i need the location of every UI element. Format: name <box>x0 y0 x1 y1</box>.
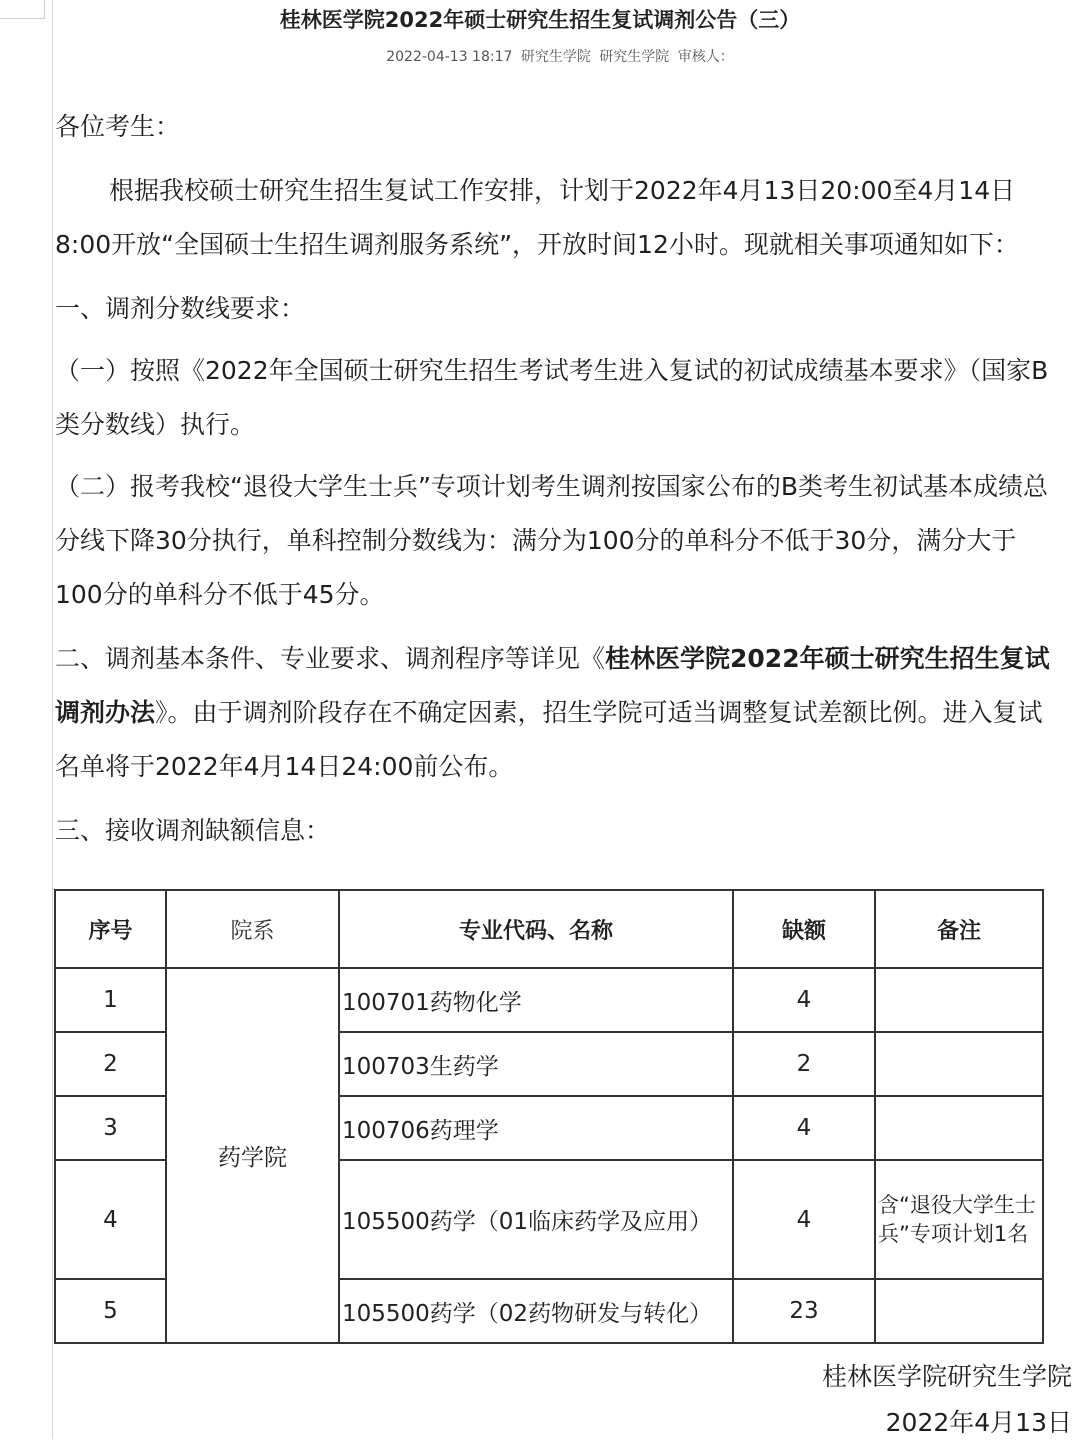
header-department: 院系 <box>166 890 339 968</box>
row-major: 105500药学（02药物研发与转化） <box>339 1279 733 1343</box>
intro-paragraph: 根据我校硕士研究生招生复试工作安排，计划于2022年4月13日20:00至4月14日8:00开放“全国硕士生招生调剂服务系统”，开放时间12小时。现就相关事项通知如下： <box>55 176 1019 259</box>
publish-datetime: 2022-04-13 18:17 <box>386 49 513 65</box>
row-no: 2 <box>55 1032 166 1096</box>
quota-table <box>54 889 1044 1344</box>
section3-title: 三、接收调剂缺额信息： <box>55 816 331 845</box>
table-row <box>55 968 1043 1032</box>
row-note <box>875 1279 1043 1343</box>
signature-date: 2022年4月13日 <box>885 1408 1072 1437</box>
row-major: 105500药学（01临床药学及应用） <box>339 1160 733 1279</box>
table-header-row <box>55 890 1043 968</box>
greeting: 各位考生： <box>55 112 181 141</box>
publisher: 研究生学院 <box>520 49 591 65</box>
row-no: 5 <box>55 1279 166 1343</box>
page-left-border <box>52 0 53 1439</box>
article-body <box>55 100 1060 858</box>
section2-prefix: 二、调剂基本条件、专业要求、调剂程序等详见《 <box>55 644 606 673</box>
row-quota: 4 <box>733 968 875 1032</box>
article-meta <box>0 46 1080 66</box>
row-major: 100701药物化学 <box>339 968 733 1032</box>
reviewer-label: 审核人： <box>677 49 734 65</box>
row-note: 含“退役大学生士兵”专项计划1名 <box>875 1160 1043 1279</box>
signature-block <box>822 1354 1072 1446</box>
header-major: 专业代码、名称 <box>339 890 733 968</box>
row-quota: 23 <box>733 1279 875 1343</box>
header-note: 备注 <box>875 890 1043 968</box>
author: 研究生学院 <box>599 49 670 65</box>
department-cell: 药学院 <box>166 968 339 1343</box>
row-major: 100706药理学 <box>339 1096 733 1160</box>
row-note <box>875 968 1043 1032</box>
header-quota: 缺额 <box>733 890 875 968</box>
row-quota: 4 <box>733 1096 875 1160</box>
row-no: 1 <box>55 968 166 1032</box>
row-major: 100703生药学 <box>339 1032 733 1096</box>
header-no: 序号 <box>55 890 166 968</box>
row-quota: 2 <box>733 1032 875 1096</box>
section1-title: 一、调剂分数线要求： <box>55 294 306 323</box>
page-title: 桂林医学院2022年硕士研究生招生复试调剂公告（三） <box>279 8 801 32</box>
row-no: 4 <box>55 1160 166 1279</box>
row-no: 3 <box>55 1096 166 1160</box>
section1-item1: （一）按照《2022年全国硕士研究生招生考试考生进入复试的初试成绩基本要求》（国家B类分数线）执行。 <box>55 356 1049 439</box>
row-quota: 4 <box>733 1160 875 1279</box>
row-note <box>875 1032 1043 1096</box>
signature-org: 桂林医学院研究生学院 <box>821 1362 1072 1391</box>
section2-paragraph <box>55 632 1060 794</box>
row-note <box>875 1096 1043 1160</box>
section2-document-title: 桂林医学院2022年硕士研究生招生复试调剂办法 <box>55 644 1050 727</box>
section1-item2: （二）报考我校“退役大学生士兵”专项计划考生调剂按国家公布的B类考生初试基本成绩总分线下降30分执行，单科控制分数线为：满分为100分的单科分不低于30分，满分大于100分的单科分不低于45分。 <box>55 472 1049 609</box>
section2-suffix: 》。由于调剂阶段存在不确定因素，招生学院可适当调整复试差额比例。进入复试名单将于2022年4月14日24:00前公布。 <box>55 698 1043 781</box>
